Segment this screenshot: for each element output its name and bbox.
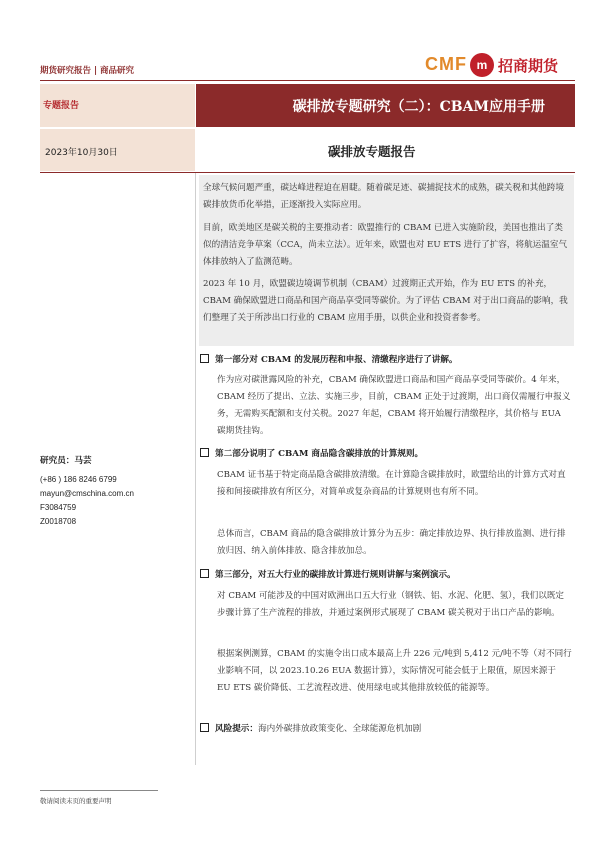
summary-paragraph-1: 全球气候问题严重，碳达峰进程迫在眉睫。随着碳足迹、碳捕捉技术的成熟，碳关税和其他跨境碳排放货币化举措，正逐渐投入实际应用。 xyxy=(203,183,564,210)
section-2-paragraph-2: 总体而言，CBAM 商品的隐含碳排放计算分为五步：确定排放边界、执行排放监测、进行排放归因、纳入前体排放、隐含排放加总。 xyxy=(217,529,566,556)
report-date: 2023年10月30日 xyxy=(45,148,118,158)
series-label: 期货研究报告 | 商品研究 xyxy=(40,66,135,76)
analyst-cert-invest: Z0018708 xyxy=(40,517,77,526)
summary-paragraph-3: 2023 年 10 月，欧盟碳边境调节机制（CBAM）过渡期正式开始，作为 EU ETS 的补充，CBAM 确保欧盟进口商品和国产商品享受同等碳价。为了评估 CBAM 对于出口商品的影响，我们整理了关于所涉出口行业的 CBAM 应用手册，以供企业和投资者参考。 xyxy=(203,279,568,323)
risk-warning xyxy=(200,721,570,738)
section-2-paragraph-1: CBAM 证书基于特定商品隐含碳排放清缴。在计算隐含碳排放时，欧盟给出的计算方式对直接和间接碳排放有所区分，对简单或复杂商品的计算规则也有所不同。 xyxy=(217,470,566,497)
logo-company-name: 招商期货 xyxy=(498,57,559,75)
header-divider xyxy=(40,80,575,81)
section-1-heading xyxy=(200,352,570,369)
analyst-name: 研究员：马芸 xyxy=(40,456,92,466)
summary-paragraph-2: 目前，欧美地区是碳关税的主要推动者：欧盟推行的 CBAM 已进入实施阶段，美国也推出了类似的清洁竞争草案（CCA，尚未立法）。近年来，欧盟也对 EU ETS 进行了扩容，将航运温室气体排放纳入了监测范畴。 xyxy=(203,223,568,267)
section-1-heading-text: 第一部分对 CBAM 的发展历程和申报、清缴程序进行了讲解。 xyxy=(215,355,458,365)
checkbox-bullet-icon xyxy=(200,448,209,457)
section-3-paragraph-1: 对 CBAM 可能涉及的中国对欧洲出口五大行业（钢铁、铝、水泥、化肥、氢），我们以既定步骤计算了生产流程的排放，并通过案例形式展现了 CBAM 碳关税对于出口产品的影响。 xyxy=(217,591,565,618)
footer-divider xyxy=(40,790,158,791)
section-2-heading-text: 第二部分说明了 CBAM 商品隐含碳排放的计算规则。 xyxy=(215,449,424,459)
analyst-phone: (+86 ) 186 8246 6799 xyxy=(40,475,117,484)
section-3-paragraph-2: 根据案例测算，CBAM 的实施令出口成本最高上升 226 元/吨到 5,412 元/吨不等（对不同行业影响不同，以 2023.10.26 EUA 数据计算），实际情况可能会低于上限值，原因来源于 EU ETS 碳价降低、工艺流程改进、使用绿电或其他排放较低的能源等。 xyxy=(217,649,572,693)
footer-disclaimer: 敬请阅读末页的重要声明 xyxy=(40,797,112,805)
title-divider xyxy=(40,172,575,173)
checkbox-bullet-icon xyxy=(200,723,209,732)
section-1-paragraph-1: 作为应对碳泄露风险的补充，CBAM 确保欧盟进口商品和国产商品享受同等碳价。4 年来，CBAM 经历了提出、立法、实施三步，目前，CBAM 正处于过渡期，出口商仅需履行申报义务，无需购买配额和支付关税。2027 年起，CBAM 将开始履行清缴程序，其价格与 EUA 碳期货挂钩。 xyxy=(217,375,571,436)
analyst-email[interactable]: mayun@cmschina.com.cn xyxy=(40,489,134,498)
subtitle-cell xyxy=(196,129,575,171)
logo-badge-icon: m xyxy=(470,53,494,77)
report-subtitle: 碳排放专题报告 xyxy=(328,144,416,159)
risk-label: 风险提示： xyxy=(215,724,258,734)
column-divider xyxy=(195,173,196,765)
checkbox-bullet-icon xyxy=(200,569,209,578)
report-type: 专题报告 xyxy=(43,101,80,111)
section-3-heading-text: 第三部分，对五大行业的碳排放计算进行规则讲解与案例演示。 xyxy=(215,570,456,580)
report-title: 碳排放专题研究（二）：CBAM应用手册 xyxy=(292,99,545,115)
company-logo xyxy=(425,52,573,78)
checkbox-bullet-icon xyxy=(200,354,209,363)
section-3-heading xyxy=(200,567,570,584)
date-cell xyxy=(40,129,195,171)
logo-cmf-text: CMF xyxy=(425,54,467,74)
section-2-heading xyxy=(200,446,570,463)
analyst-cert-futures: F3084759 xyxy=(40,503,77,512)
risk-text: 海内外碳排放政策变化、全球能源危机加剧 xyxy=(257,724,422,734)
report-type-cell xyxy=(40,84,195,127)
title-band xyxy=(196,84,575,127)
